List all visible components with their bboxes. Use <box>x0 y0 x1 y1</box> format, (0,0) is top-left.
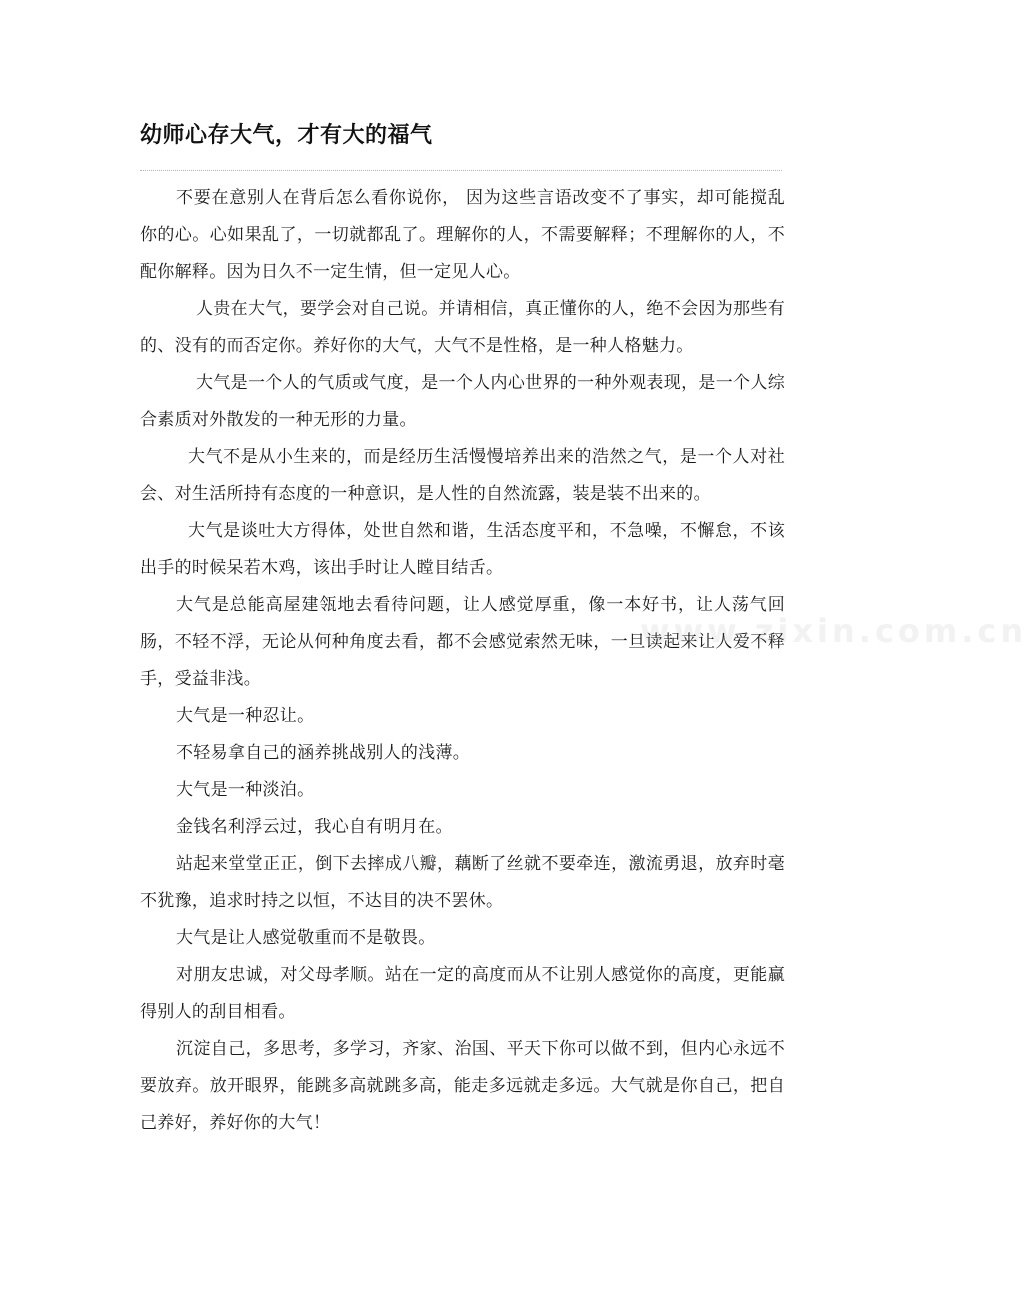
paragraph-11: 站起来堂堂正正，倒下去摔成八瓣，藕断了丝就不要牵连，激流勇退，放弃时毫不犹豫，追求时持之以恒，不达目的决不罢休。 <box>140 854 785 911</box>
paragraph-10: 金钱名利浮云过，我心自有明月在。 <box>176 817 453 837</box>
watermark: www.zixin.com.cn <box>640 612 1027 650</box>
paragraph-6: 大气是总能高屋建瓴地去看待问题，让人感觉厚重，像一本好书，让人荡气回肠，不轻不浮，无论从何种角度去看，都不会感觉索然无味，一旦读起来让人爱不释手，受益非浅。 <box>140 595 785 689</box>
document-title: 幼师心存大气，才有大的福气 <box>140 123 433 148</box>
paragraph-4: 大气不是从小生来的，而是经历生活慢慢培养出来的浩然之气，是一个人对社会、对生活所持有态度的一种意识，是人性的自然流露，装是装不出来的。 <box>140 447 785 504</box>
paragraph-9: 大气是一种淡泊。 <box>176 780 315 800</box>
paragraph-3: 大气是一个人的气质或气度，是一个人内心世界的一种外观表现，是一个人综合素质对外散发的一种无形的力量。 <box>140 373 785 430</box>
paragraph-7: 大气是一种忍让。 <box>176 706 315 726</box>
paragraph-8: 不轻易拿自己的涵养挑战别人的浅薄。 <box>176 743 471 763</box>
document-body <box>140 180 785 1142</box>
paragraph-13: 对朋友忠诚，对父母孝顺。站在一定的高度而从不让别人感觉你的高度，更能赢得别人的刮目相看。 <box>140 965 785 1022</box>
paragraph-1: 不要在意别人在背后怎么看你说你， 因为这些言语改变不了事实，却可能搅乱你的心。心如果乱了，一切就都乱了。理解你的人，不需要解释；不理解你的人，不配你解释。因为日久不一定生情，但一定见人心。 <box>140 188 785 282</box>
paragraph-14: 沉淀自己，多思考，多学习，齐家、治国、平天下你可以做不到，但内心永远不要放弃。放开眼界，能跳多高就跳多高，能走多远就走多远。大气就是你自己，把自己养好，养好你的大气！ <box>140 1039 785 1133</box>
title-divider <box>140 170 782 171</box>
paragraph-5: 大气是谈吐大方得体，处世自然和谐，生活态度平和，不急噪，不懈怠，不该出手的时候呆若木鸡，该出手时让人瞠目结舌。 <box>140 521 785 578</box>
paragraph-12: 大气是让人感觉敬重而不是敬畏。 <box>176 928 436 948</box>
paragraph-2: 人贵在大气，要学会对自己说。并请相信，真正懂你的人，绝不会因为那些有的、没有的而否定你。养好你的大气，大气不是性格，是一种人格魅力。 <box>140 299 785 356</box>
